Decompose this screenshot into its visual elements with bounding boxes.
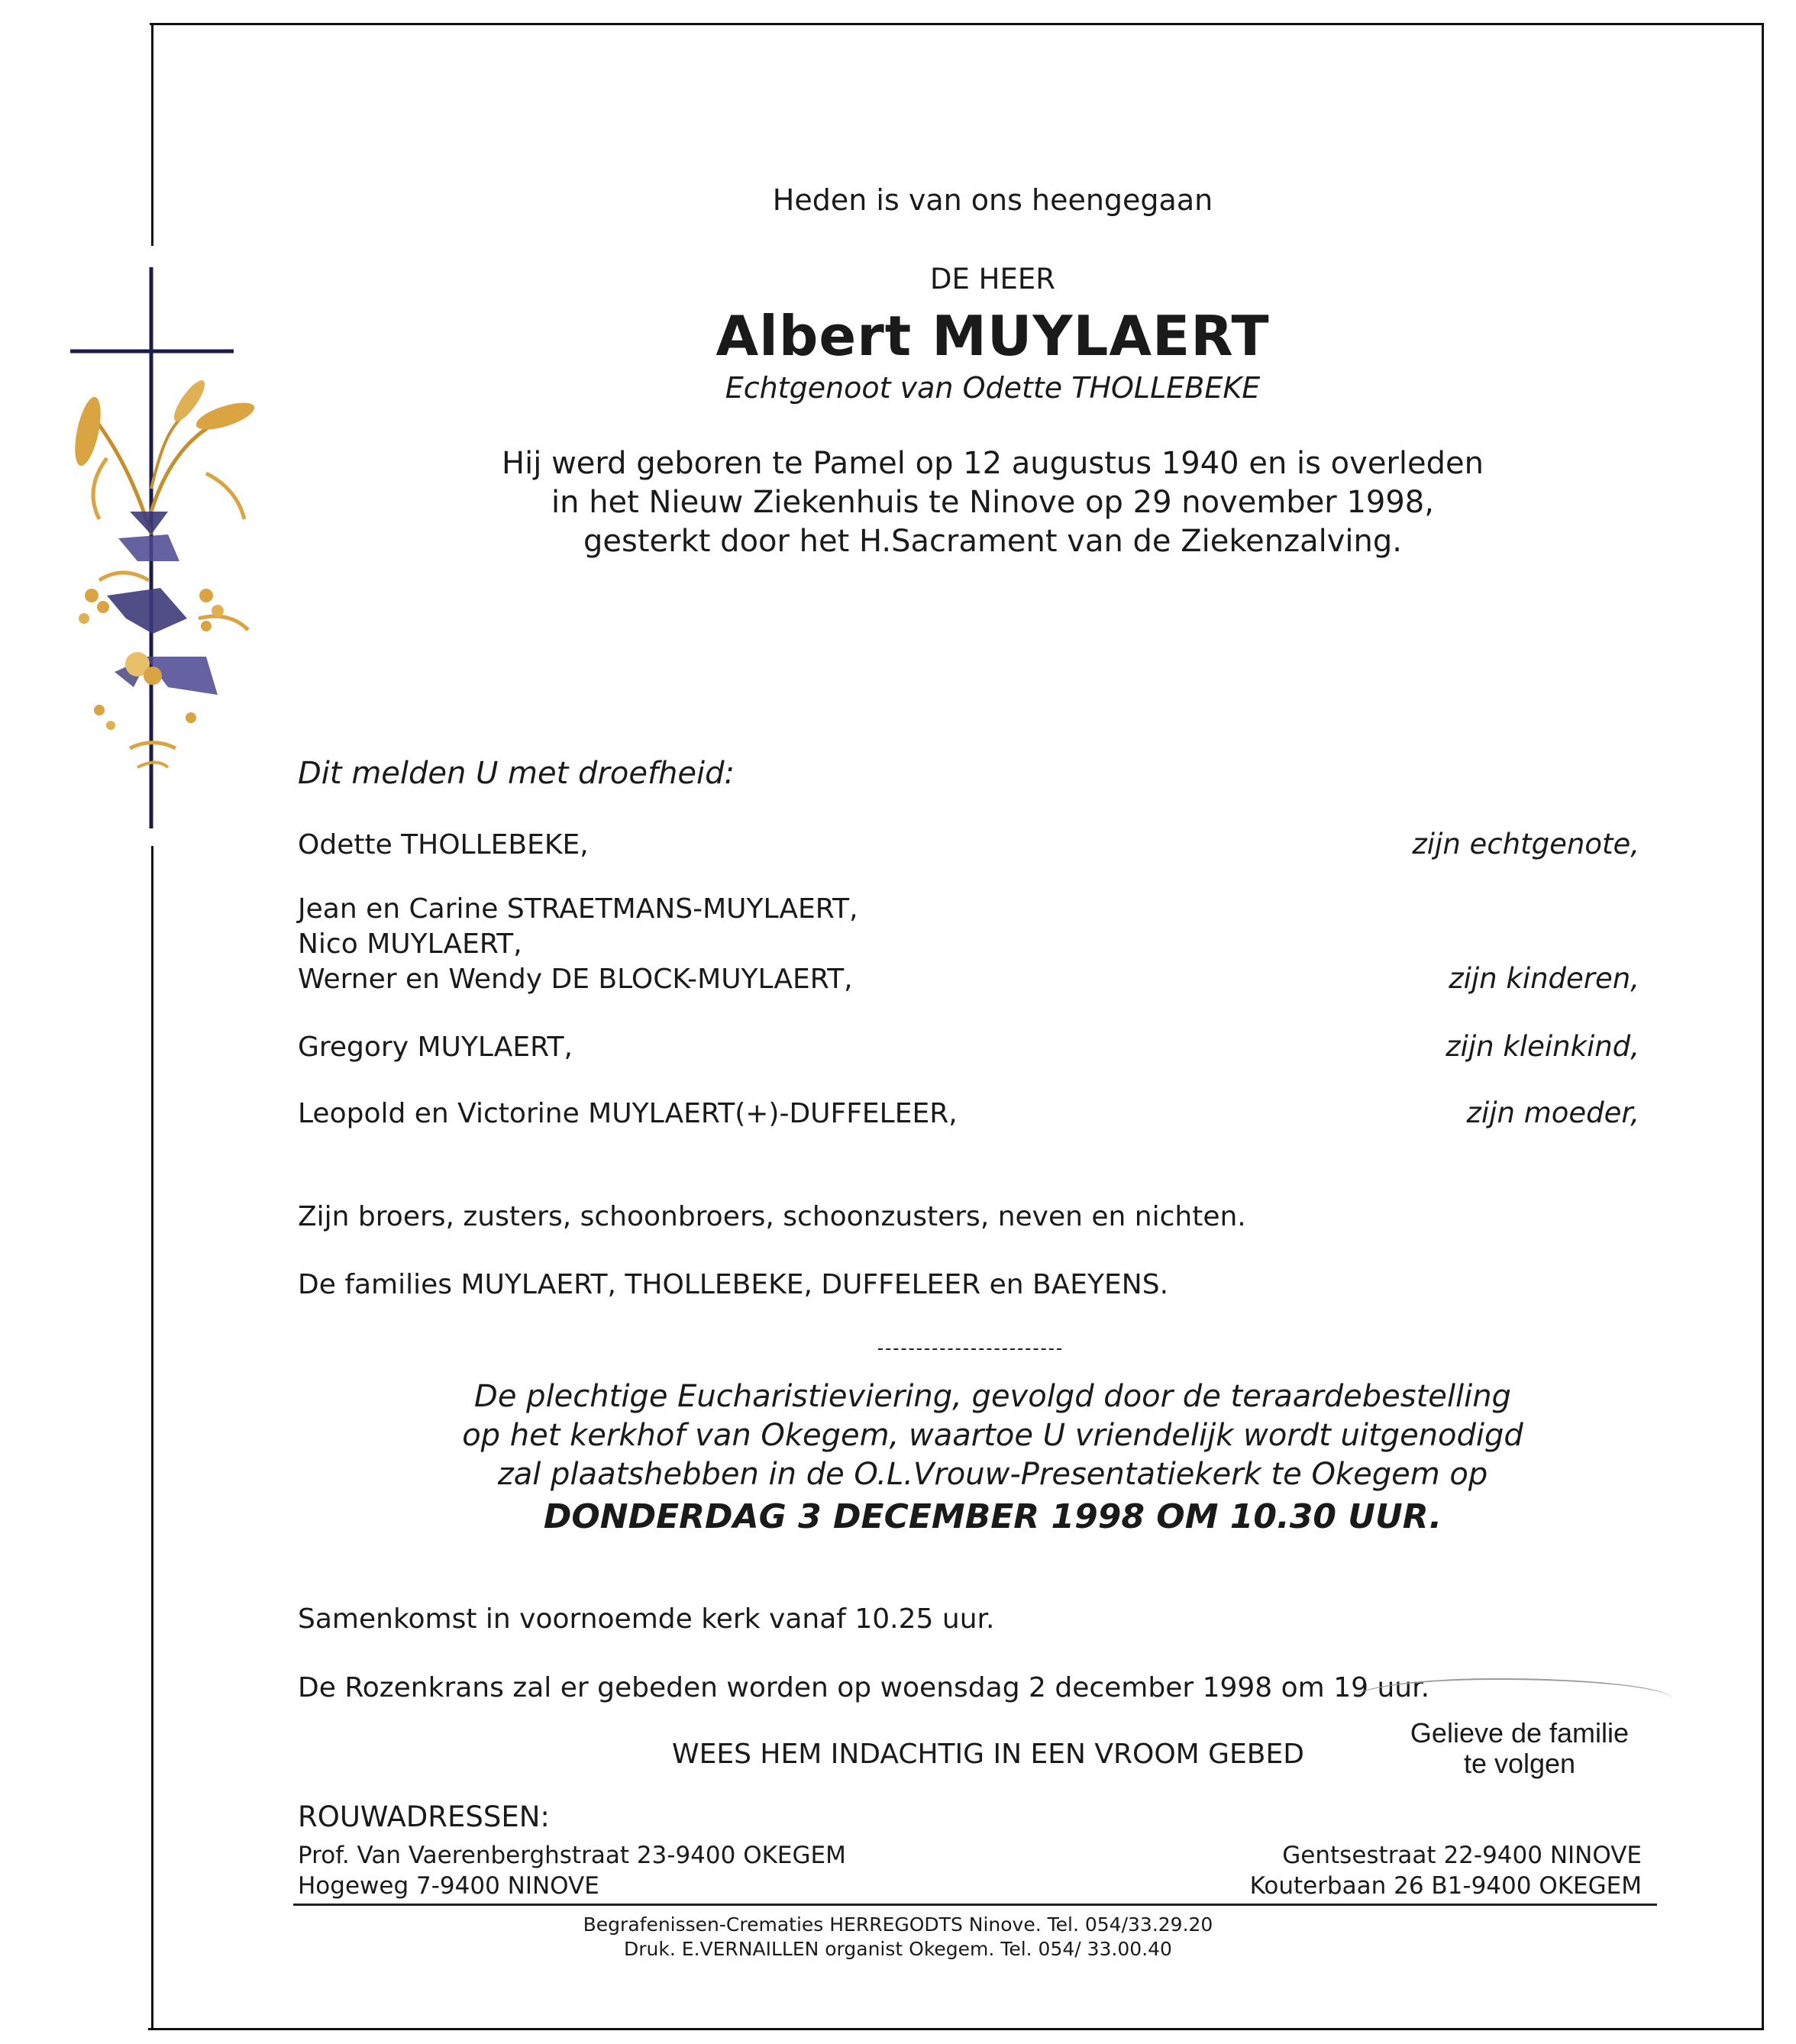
frame-left-border-upper bbox=[151, 23, 153, 246]
frame-right-border bbox=[1762, 23, 1764, 2029]
relative-name: Gregory MUYLAERT, bbox=[298, 1032, 573, 1063]
frame-bottom-border bbox=[148, 2028, 1764, 2030]
intro-line: Heden is van ons heengegaan bbox=[772, 183, 1213, 217]
note-line: te volgen bbox=[1463, 1748, 1576, 1779]
relative-role: zijn kinderen, bbox=[1449, 962, 1639, 995]
deceased-name: Albert MUYLAERT bbox=[715, 304, 1270, 368]
relative-name: Leopold en Victorine MUYLAERT(+)-DUFFELEER, bbox=[298, 1098, 958, 1129]
footer bbox=[0, 1913, 1796, 1962]
relative-name: Jean en Carine STRAETMANS-MUYLAERT, bbox=[298, 893, 858, 925]
wheat-flower-ornament bbox=[70, 376, 257, 767]
bio-line: gesterkt door het H.Sacrament van de Ziekenzalving. bbox=[583, 524, 1402, 559]
ceremony-line: op het kerkhof van Okegem, waartoe U vriendelijk wordt uitgenodigd bbox=[462, 1418, 1523, 1453]
address-line: Hogeweg 7-9400 NINOVE bbox=[298, 1872, 599, 1900]
cross-icon bbox=[53, 260, 328, 840]
relative-role: zijn echtgenote, bbox=[1412, 828, 1639, 861]
ceremony-date: DONDERDAG 3 DECEMBER 1998 OM 10.30 UUR. bbox=[543, 1497, 1442, 1536]
ceremony-line: zal plaatshebben in de O.L.Vrouw-Presentatiekerk te Okegem op bbox=[497, 1457, 1488, 1492]
rosary-line: De Rozenkrans zal er gebeden worden op woensdag 2 december 1998 om 19 uur. bbox=[298, 1672, 1430, 1703]
relative-name: Nico MUYLAERT, bbox=[298, 928, 522, 960]
honorific: DE HEER bbox=[930, 263, 1055, 295]
addresses-right bbox=[1250, 1840, 1642, 1901]
footer-line: Druk. E.VERNAILLEN organist Okegem. Tel. 054/ 33.00.40 bbox=[624, 1938, 1172, 1960]
dashed-separator bbox=[878, 1348, 1061, 1350]
frame-left-border-lower bbox=[151, 846, 153, 2029]
relative-role: zijn kleinkind, bbox=[1446, 1030, 1639, 1063]
relative-name: Werner en Wendy DE BLOCK-MUYLAERT, bbox=[298, 964, 853, 995]
relative-role: zijn moeder, bbox=[1466, 1096, 1639, 1129]
footer-rule bbox=[293, 1904, 1657, 1906]
prayer-line: WEES HEM INDACHTIG IN EEN VROOM GEBED bbox=[672, 1739, 1304, 1770]
address-line: Gentsestraat 22-9400 NINOVE bbox=[1282, 1842, 1642, 1869]
address-line: Prof. Van Vaerenberghstraat 23-9400 OKEGEM bbox=[298, 1842, 846, 1869]
addresses-left bbox=[298, 1840, 846, 1901]
extended-family: Zijn broers, zusters, schoonbroers, schoonzusters, neven en nichten. bbox=[298, 1201, 1246, 1232]
frame-top-border bbox=[150, 23, 1764, 25]
note-line: Gelieve de familie bbox=[1410, 1717, 1630, 1749]
relative-name: Odette THOLLEBEKE, bbox=[298, 829, 589, 861]
families-line: De families MUYLAERT, THOLLEBEKE, DUFFELEER en BAEYENS. bbox=[298, 1269, 1169, 1300]
spouse-line: Echtgenoot van Odette THOLLEBEKE bbox=[725, 371, 1261, 405]
footer-line: Begrafenissen-Crematies HERREGODTS Ninove. Tel. 054/33.29.20 bbox=[583, 1913, 1213, 1936]
address-line: Kouterbaan 26 B1-9400 OKEGEM bbox=[1249, 1872, 1642, 1900]
addresses-heading: ROUWADRESSEN: bbox=[298, 1800, 550, 1833]
gathering-line: Samenkomst in voornoemde kerk vanaf 10.25 uur. bbox=[298, 1603, 995, 1635]
ceremony-text bbox=[305, 1377, 1680, 1494]
handwritten-note bbox=[1352, 1718, 1688, 1779]
bio-line: Hij werd geboren te Pamel op 12 augustus 1940 en is overleden bbox=[502, 446, 1484, 481]
ceremony-line: De plechtige Eucharistieviering, gevolgd door de teraardebestelling bbox=[474, 1379, 1511, 1414]
announcement: Dit melden U met droefheid: bbox=[298, 756, 735, 791]
biography bbox=[305, 444, 1680, 561]
bio-line: in het Nieuw Ziekenhuis te Ninove op 29 november 1998, bbox=[551, 485, 1434, 520]
